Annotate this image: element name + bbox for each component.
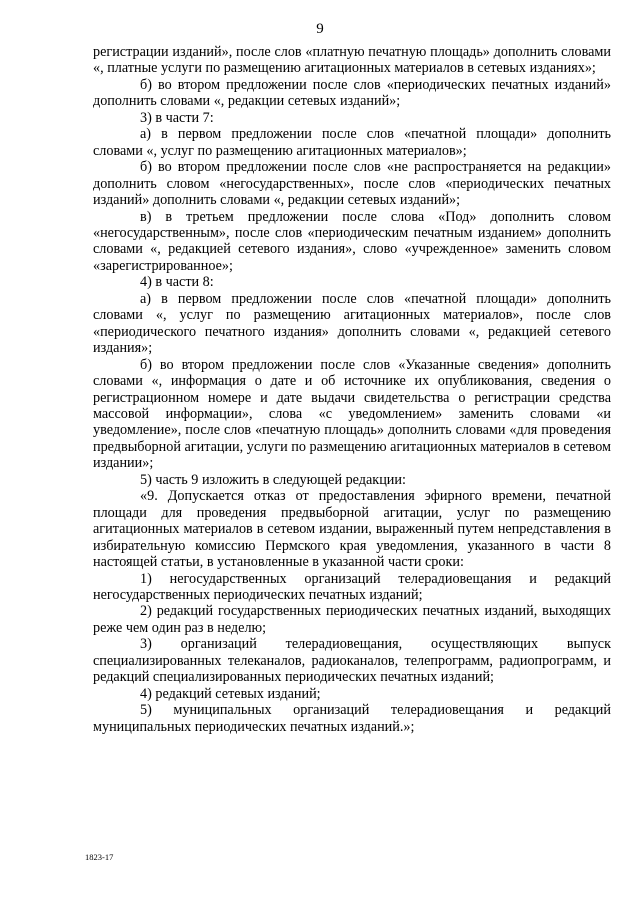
- paragraph: б) во втором предложении после слов «Указанные сведения» дополнить словами «, информация о дате и об источнике их опубликования, сведения о регистрационном номере и дате выдачи свидетельства о регистрации средства массовой информации», слова «с уведомлением» заменить словами «и уведомление», после слов «печатную площадь» дополнить словами «для проведения предвыборной агитации, услуги по размещению агитационных материалов в сетевом издании»;: [93, 356, 611, 472]
- body-text: [93, 44, 611, 735]
- page-number: 9: [316, 21, 324, 37]
- paragraph: регистрации изданий», после слов «платную печатную площадь» дополнить словами «, платные услуги по размещению агитационных материалов в сетевых изданиях»;: [93, 44, 611, 77]
- paragraph: б) во втором предложении после слов «периодических печатных изданий» дополнить словами «, редакции сетевых изданий»;: [93, 76, 611, 110]
- paragraph: 1) негосударственных организаций телерадиовещания и редакций негосударственных периодических печатных изданий;: [93, 570, 611, 603]
- footer-code: 1823-17: [85, 852, 114, 862]
- paragraph: б) во втором предложении после слов «не распространяется на редакции» дополнить словом «негосударственных», после слов «периодических печатных изданий» дополнить словами «, редакции сетевых изданий»;: [93, 159, 611, 209]
- paragraph: в) в третьем предложении после слова «Под» дополнить словом «негосударственным», после слов «периодическим печатным изданием» дополнить словами «, редакцией сетевого издания», слово «учрежденное» заменить словом «зарегистрированное»;: [93, 208, 611, 274]
- paragraph: 5) часть 9 изложить в следующей редакции:: [140, 471, 406, 488]
- paragraph: 4) редакций сетевых изданий;: [140, 685, 321, 702]
- paragraph: 4) в части 8:: [140, 274, 214, 291]
- paragraph: 3) организаций телерадиовещания, осуществляющих выпуск специализированных телеканалов, радиоканалов, телепрограмм, радиопрограмм, и редакций специализированных периодических печатных изданий;: [93, 636, 611, 686]
- paragraph: 5) муниципальных организаций телерадиовещания и редакций муниципальных периодических печатных изданий.»;: [93, 702, 611, 735]
- paragraph: 2) редакций государственных периодических печатных изданий, выходящих реже чем один раз в неделю;: [93, 603, 611, 636]
- paragraph: 3) в части 7:: [140, 109, 214, 126]
- paragraph: а) в первом предложении после слов «печатной площади» дополнить словами «, услуг по размещению агитационных материалов»;: [93, 126, 611, 159]
- paragraph: «9. Допускается отказ от предоставления эфирного времени, печатной площади для проведения предвыборной агитации, услуг по размещению агитационных материалов в сетевом издании, выраженный путем непредставления в избирательную комиссию Пермского края уведомления, указанного в части 8 настоящей статьи, в установленные в указанной части сроки:: [93, 488, 611, 571]
- paragraph: а) в первом предложении после слов «печатной площади» дополнить словами «, услуг по размещению агитационных материалов», после слов «периодического печатного издания» дополнить словами «, редакцией сетевого издания»;: [93, 290, 611, 357]
